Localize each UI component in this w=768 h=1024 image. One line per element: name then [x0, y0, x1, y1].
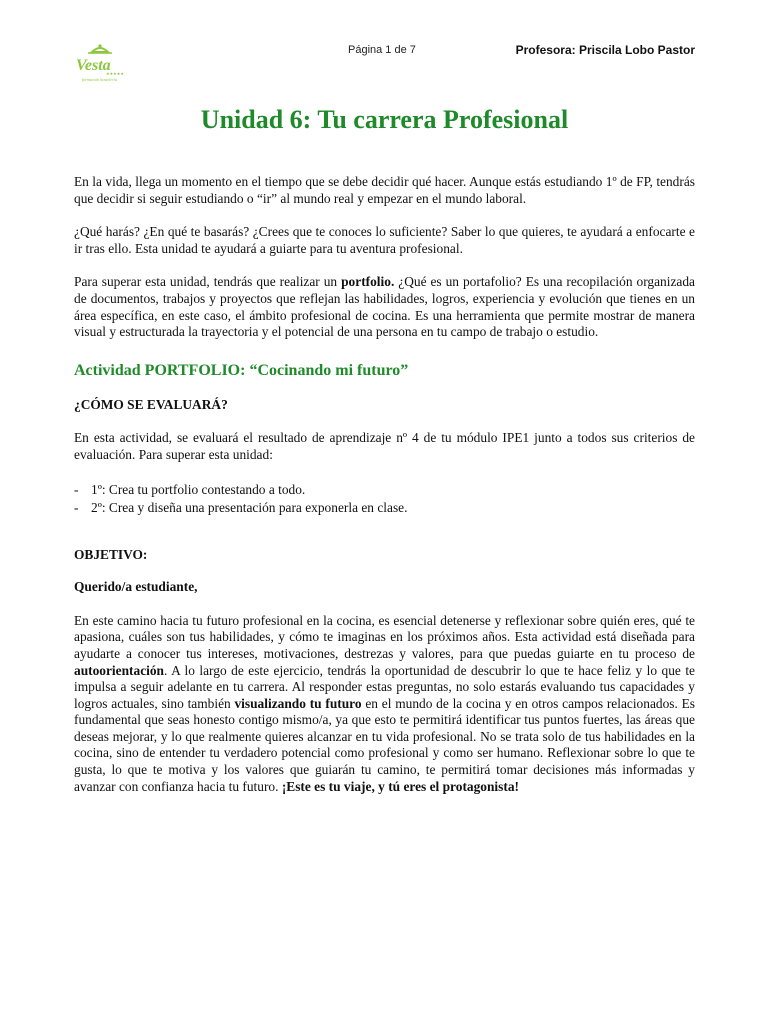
document-body	[74, 104, 695, 795]
activity-title: Actividad PORTFOLIO: “Cocinando mi futuro”	[74, 361, 409, 379]
list-item	[74, 481, 695, 499]
closing-phrase: ¡Este es tu viaje, y tú eres el protagonista!	[281, 778, 519, 794]
svg-text:formación hostelería: formación hostelería	[82, 77, 118, 82]
portfolio-term: portfolio.	[341, 274, 395, 290]
svg-text:★★★★★: ★★★★★	[106, 71, 124, 76]
autoorientacion-term: autoorientación	[74, 662, 165, 678]
task-text: 1º: Crea tu portfolio contestando a todo.	[91, 481, 306, 497]
intro-paragraph-3	[74, 274, 695, 340]
evaluation-heading: ¿CÓMO SE EVALUARÁ?	[74, 396, 228, 412]
svg-text:Vesta: Vesta	[76, 57, 111, 74]
task-list	[74, 481, 695, 517]
page-number: Página 1 de 7	[348, 44, 416, 56]
intro-3-text-b: ¿Qué es un portafolio? Es una recopilación organizada de documentos, trabajos y proyectos que reflejan las habilidades, logros, experiencia y evolución que tienes en un área específica, en este caso, el ámbito profesional de cocina. Es una herramienta que permite mostrar de manera visual y estructurada la trayectoria y el potencial de una persona en tu campo de trabajo o estudio.	[74, 274, 695, 340]
vesta-logo	[72, 40, 128, 84]
bullet-dash: -	[74, 499, 79, 515]
teacher-name: Profesora: Priscila Lobo Pastor	[515, 43, 695, 57]
objective-text-b: . A lo largo de este ejercicio, tendrás la oportunidad de descubrir lo que te hace feliz y lo que te impulsa a seguir adelante en tu carrera. Al responder estas preguntas, no solo estarás evaluando tus capacidades y logros actuales, sino también	[74, 662, 695, 711]
page-title: Unidad 6: Tu carrera Profesional	[200, 105, 569, 134]
intro-paragraph-2: ¿Qué harás? ¿En qué te basarás? ¿Crees que te conoces lo suficiente? Saber lo que quieres, te ayudará a enfocarte e ir tras ello. Esta unidad te ayudará a guiarte para tu aventura profesional.	[74, 224, 695, 256]
list-item	[74, 499, 695, 517]
visualizando-term: visualizando tu futuro	[234, 695, 362, 711]
greeting: Querido/a estudiante,	[74, 579, 198, 595]
objective-paragraph	[74, 613, 695, 796]
objective-text-c: en el mundo de la cocina y en otros campos relacionados. Es fundamental que seas honesto contigo mismo/a, ya que esto te permitirá identificar tus puntos fuertes, las áreas que deseas mejorar, y lo que realmente quieres alcanzar en tu vida profesional. No se trata solo de tus habilidades en la cocina, sino de entender tu verdadero potencial como profesional y como ser humano. Reflexionar sobre lo que te gusta, lo que te motiva y los valores que guiarán tu camino, te permitirá tomar decisiones más informadas y avanzar con confianza hacia tu futuro.	[74, 695, 696, 794]
bullet-dash: -	[74, 481, 79, 497]
evaluation-paragraph: En esta actividad, se evaluará el resultado de aprendizaje nº 4 de tu módulo IPE1 junto a todos sus criterios de evaluación. Para superar esta unidad:	[74, 430, 695, 462]
intro-paragraph-1: En la vida, llega un momento en el tiempo que se debe decidir qué hacer. Aunque estás estudiando 1º de FP, tendrás que decidir si seguir estudiando o “ir” al mundo real y empezar en el mundo laboral.	[74, 174, 695, 206]
task-text: 2º: Crea y diseña una presentación para exponerla en clase.	[91, 499, 408, 515]
objective-heading: OBJETIVO:	[74, 546, 148, 562]
intro-3-text-a: Para superar esta unidad, tendrás que realizar un	[74, 274, 342, 290]
objective-text-a: En este camino hacia tu futuro profesional en la cocina, es esencial detenerse y reflexionar sobre quién eres, qué te apasiona, cuáles son tus habilidades, y cómo te imaginas en los próximos años. Esta actividad está diseñada para ayudarte a conocer tus intereses, motivaciones, destrezas y valores, para que puedas guiarte en tu proceso de	[74, 612, 695, 661]
